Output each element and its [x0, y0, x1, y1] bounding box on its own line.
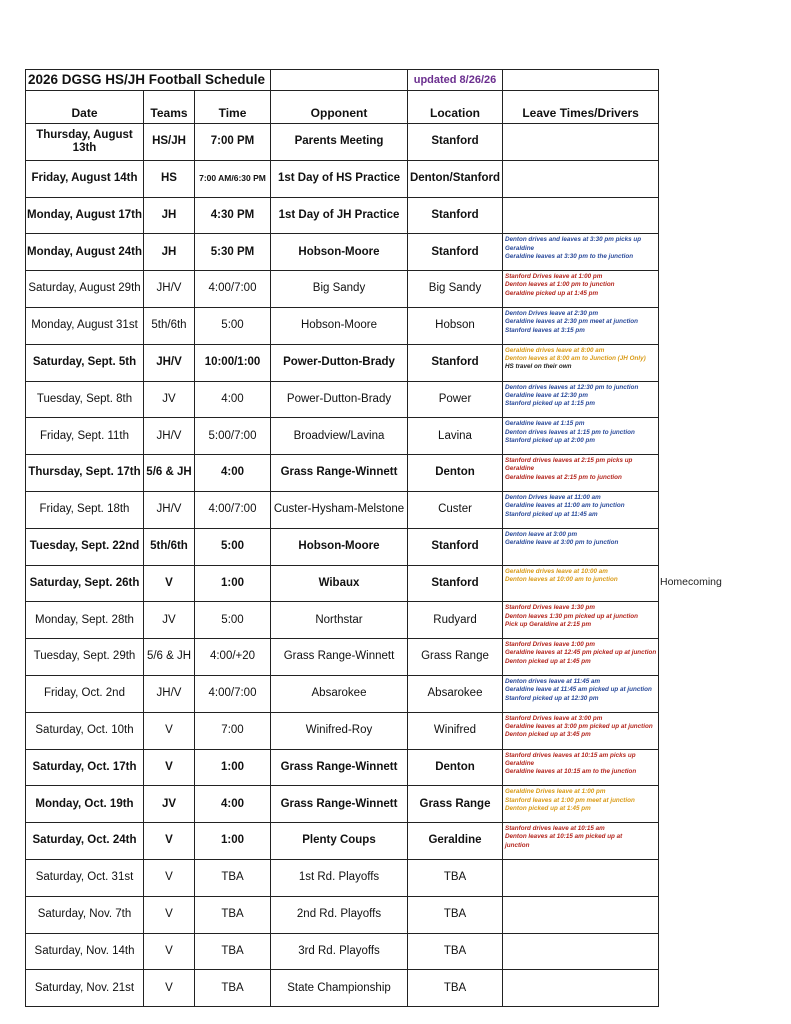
date-cell: Saturday, Nov. 7th	[26, 896, 144, 933]
date-cell: Thursday, Sept. 17th	[26, 455, 144, 492]
driver-note: Geraldine drives leave at 8:00 am	[505, 346, 605, 354]
date-cell: Friday, Sept. 11th	[26, 418, 144, 455]
opponent-cell: Grass Range-Winnett	[271, 639, 408, 676]
leave-times-cell	[503, 749, 659, 786]
time-cell: 4:00/7:00	[195, 675, 271, 712]
homecoming-label: Homecoming	[660, 576, 722, 589]
date-cell: Saturday, Sept. 5th	[26, 344, 144, 381]
time-cell: 1:00	[195, 823, 271, 860]
date-cell: Thursday, August 13th	[26, 124, 144, 161]
header-leave-times: Leave Times/Drivers	[503, 91, 659, 124]
location-cell: Grass Range	[408, 786, 503, 823]
date-cell: Monday, August 31st	[26, 307, 144, 344]
time-cell: 4:00	[195, 381, 271, 418]
opponent-cell: Winifred-Roy	[271, 712, 408, 749]
teams-cell: V	[144, 565, 195, 602]
title-row	[26, 70, 659, 91]
time-cell: 7:00	[195, 712, 271, 749]
leave-times-cell	[503, 675, 659, 712]
schedule-row	[26, 197, 659, 234]
schedule-row	[26, 381, 659, 418]
teams-cell: V	[144, 933, 195, 970]
driver-note: Denton drives leaves at 1:15 pm to junction	[505, 428, 635, 436]
date-cell: Monday, August 24th	[26, 234, 144, 271]
driver-note: Geraldine leaves at 12:45 pm picked up at junction	[505, 649, 657, 657]
driver-note: Geraldine leaves at 3:00 pm picked up at junction	[505, 723, 653, 731]
leave-times-cell	[503, 602, 659, 639]
location-cell: Stanford	[408, 124, 503, 161]
schedule-row	[26, 639, 659, 676]
date-cell: Saturday, Oct. 24th	[26, 823, 144, 860]
driver-note: Denton drives and leaves at 3:30 pm picks up	[505, 236, 642, 244]
teams-cell: JH	[144, 197, 195, 234]
leave-times-cell	[503, 896, 659, 933]
location-cell: TBA	[408, 896, 503, 933]
date-cell: Saturday, Oct. 17th	[26, 749, 144, 786]
location-cell: Lavina	[408, 418, 503, 455]
driver-note: Stanford drives leaves at 2:15 pm picks up	[505, 457, 633, 465]
leave-times-cell	[503, 160, 659, 197]
date-cell: Saturday, August 29th	[26, 271, 144, 308]
driver-note: Geraldine leaves at 3:30 pm to the junction	[505, 252, 634, 260]
location-cell: Winifred	[408, 712, 503, 749]
opponent-cell: Hobson-Moore	[271, 307, 408, 344]
leave-times-cell	[503, 528, 659, 565]
location-cell: Absarokee	[408, 675, 503, 712]
driver-note: Denton leave at 3:00 pm	[505, 530, 578, 538]
driver-note: Geraldine leaves at 2:30 pm meet at junction	[505, 318, 638, 326]
time-cell: 5:00	[195, 307, 271, 344]
date-cell: Saturday, Oct. 31st	[26, 859, 144, 896]
schedule-row	[26, 749, 659, 786]
title-spacer	[271, 70, 408, 91]
header-time: Time	[195, 91, 271, 124]
schedule-row	[26, 528, 659, 565]
location-cell: Power	[408, 381, 503, 418]
leave-times-cell	[503, 970, 659, 1007]
driver-note: Geraldine	[505, 244, 535, 252]
leave-times-cell	[503, 786, 659, 823]
schedule-row	[26, 896, 659, 933]
header-date: Date	[26, 91, 144, 124]
driver-note: Stanford leaves at 1:00 pm meet at junction	[505, 796, 635, 804]
date-cell: Monday, Sept. 28th	[26, 602, 144, 639]
driver-note: Stanford leaves at 3:15 pm	[505, 326, 585, 334]
opponent-cell: Broadview/Lavina	[271, 418, 408, 455]
driver-note: Stanford drives leave at 10:15 am	[505, 825, 605, 833]
schedule-row	[26, 455, 659, 492]
schedule-row	[26, 675, 659, 712]
teams-cell: JH/V	[144, 344, 195, 381]
schedule-row	[26, 344, 659, 381]
driver-note: Stanford Drives leave at 1:00 pm	[505, 273, 603, 281]
date-cell: Friday, Sept. 18th	[26, 491, 144, 528]
driver-note: Denton drives leave at 11:45 am	[505, 677, 601, 685]
location-cell: Denton	[408, 455, 503, 492]
opponent-cell: 1st Rd. Playoffs	[271, 859, 408, 896]
driver-note: Geraldine picked up at 1:45 pm	[505, 289, 599, 297]
date-cell: Saturday, Sept. 26th	[26, 565, 144, 602]
header-row	[26, 91, 659, 124]
schedule-row	[26, 160, 659, 197]
driver-note: Denton picked up at 3:45 pm	[505, 731, 591, 739]
opponent-cell: Hobson-Moore	[271, 528, 408, 565]
driver-note: Stanford Drives leave 1:30 pm	[505, 604, 595, 612]
leave-times-cell	[503, 271, 659, 308]
date-cell: Saturday, Nov. 14th	[26, 933, 144, 970]
leave-times-cell	[503, 712, 659, 749]
leave-times-cell	[503, 381, 659, 418]
driver-note: Stanford Drives leave 1:00 pm	[505, 641, 595, 649]
opponent-cell: Custer-Hysham-Melstone	[271, 491, 408, 528]
driver-note: Geraldine leave at 11:45 am picked up at junction	[505, 686, 652, 694]
opponent-cell: Power-Dutton-Brady	[271, 381, 408, 418]
schedule-row	[26, 271, 659, 308]
leave-times-cell	[503, 565, 659, 602]
time-cell: 4:00	[195, 786, 271, 823]
updated-date: updated 8/26/26	[408, 70, 503, 91]
opponent-cell: Grass Range-Winnett	[271, 749, 408, 786]
driver-note: Denton leaves at 1:00 pm to junction	[505, 281, 615, 289]
time-cell: 4:00/7:00	[195, 491, 271, 528]
opponent-cell: Absarokee	[271, 675, 408, 712]
header-opponent: Opponent	[271, 91, 408, 124]
time-cell: TBA	[195, 896, 271, 933]
teams-cell: JH/V	[144, 418, 195, 455]
schedule-title: 2026 DGSG HS/JH Football Schedule	[26, 70, 271, 91]
driver-note: Geraldine leaves at 10:15 am to the junction	[505, 768, 637, 776]
schedule-row	[26, 565, 659, 602]
driver-note: Denton Drives leave at 11:00 am	[505, 493, 601, 501]
date-cell: Friday, Oct. 2nd	[26, 675, 144, 712]
driver-note: Stanford picked up at 1:15 pm	[505, 400, 595, 408]
location-cell: Geraldine	[408, 823, 503, 860]
location-cell: Stanford	[408, 234, 503, 271]
teams-cell: JH/V	[144, 491, 195, 528]
schedule-row	[26, 823, 659, 860]
location-cell: Stanford	[408, 528, 503, 565]
location-cell: Custer	[408, 491, 503, 528]
schedule-table	[25, 69, 659, 1007]
teams-cell: JV	[144, 381, 195, 418]
time-cell: 1:00	[195, 749, 271, 786]
leave-times-cell	[503, 307, 659, 344]
date-cell: Saturday, Oct. 10th	[26, 712, 144, 749]
schedule-row	[26, 418, 659, 455]
location-cell: Denton	[408, 749, 503, 786]
teams-cell: V	[144, 712, 195, 749]
leave-times-cell	[503, 455, 659, 492]
opponent-cell: Power-Dutton-Brady	[271, 344, 408, 381]
location-cell: Big Sandy	[408, 271, 503, 308]
schedule-row	[26, 602, 659, 639]
date-cell: Tuesday, Sept. 29th	[26, 639, 144, 676]
leave-times-cell	[503, 418, 659, 455]
opponent-cell: State Championship	[271, 970, 408, 1007]
opponent-cell: Grass Range-Winnett	[271, 455, 408, 492]
leave-times-cell	[503, 859, 659, 896]
teams-cell: HS/JH	[144, 124, 195, 161]
driver-note: junction	[505, 841, 530, 849]
location-cell: Hobson	[408, 307, 503, 344]
driver-note: Pick up Geraldine at 2:15 pm	[505, 620, 592, 628]
schedule-row	[26, 307, 659, 344]
teams-cell: 5th/6th	[144, 528, 195, 565]
opponent-cell: 3rd Rd. Playoffs	[271, 933, 408, 970]
leave-times-cell	[503, 124, 659, 161]
driver-note: Denton Drives leave at 2:30 pm	[505, 309, 599, 317]
opponent-cell: Parents Meeting	[271, 124, 408, 161]
driver-note: Geraldine leave at 1:15 pm	[505, 420, 585, 428]
driver-note: Denton leaves 1:30 pm picked up at junction	[505, 612, 638, 620]
schedule-row	[26, 933, 659, 970]
teams-cell: JH/V	[144, 271, 195, 308]
schedule-row	[26, 786, 659, 823]
opponent-cell: 1st Day of HS Practice	[271, 160, 408, 197]
teams-cell: V	[144, 859, 195, 896]
date-cell: Tuesday, Sept. 8th	[26, 381, 144, 418]
driver-note: Stanford picked up at 11:45 am	[505, 510, 598, 518]
driver-note: Denton leaves at 10:00 am to junction	[505, 575, 618, 583]
opponent-cell: Hobson-Moore	[271, 234, 408, 271]
driver-note: HS travel on their own	[505, 363, 572, 371]
time-cell: 10:00/1:00	[195, 344, 271, 381]
teams-cell: JV	[144, 786, 195, 823]
location-cell: Stanford	[408, 344, 503, 381]
location-cell: Stanford	[408, 565, 503, 602]
teams-cell: V	[144, 896, 195, 933]
teams-cell: HS	[144, 160, 195, 197]
time-cell: 4:00/7:00	[195, 271, 271, 308]
teams-cell: JH/V	[144, 675, 195, 712]
opponent-cell: 2nd Rd. Playoffs	[271, 896, 408, 933]
date-cell: Tuesday, Sept. 22nd	[26, 528, 144, 565]
leave-times-cell	[503, 234, 659, 271]
date-cell: Monday, Oct. 19th	[26, 786, 144, 823]
teams-cell: 5/6 & JH	[144, 639, 195, 676]
header-teams: Teams	[144, 91, 195, 124]
leave-times-cell	[503, 933, 659, 970]
teams-cell: 5/6 & JH	[144, 455, 195, 492]
leave-times-cell	[503, 491, 659, 528]
driver-note: Denton leaves at 8:00 am to Junction (JH Only)	[505, 355, 646, 363]
schedule-row	[26, 491, 659, 528]
time-cell: 5:00	[195, 528, 271, 565]
opponent-cell: Wibaux	[271, 565, 408, 602]
time-cell: 5:00/7:00	[195, 418, 271, 455]
date-cell: Friday, August 14th	[26, 160, 144, 197]
title-spacer-2	[503, 70, 659, 91]
location-cell: TBA	[408, 970, 503, 1007]
location-cell: Stanford	[408, 197, 503, 234]
driver-note: Denton picked up at 1:45 pm	[505, 804, 591, 812]
opponent-cell: 1st Day of JH Practice	[271, 197, 408, 234]
time-cell: 5:00	[195, 602, 271, 639]
driver-note: Geraldine drives leave at 10:00 am	[505, 567, 608, 575]
teams-cell: 5th/6th	[144, 307, 195, 344]
driver-note: Denton leaves at 10:15 am picked up at	[505, 833, 623, 841]
leave-times-cell	[503, 823, 659, 860]
schedule-row	[26, 124, 659, 161]
opponent-cell: Grass Range-Winnett	[271, 786, 408, 823]
driver-note: Denton picked up at 1:45 pm	[505, 657, 591, 665]
leave-times-cell	[503, 344, 659, 381]
leave-times-cell	[503, 197, 659, 234]
teams-cell: JV	[144, 602, 195, 639]
time-cell: 4:00/+20	[195, 639, 271, 676]
date-cell: Monday, August 17th	[26, 197, 144, 234]
time-cell: 4:00	[195, 455, 271, 492]
header-location: Location	[408, 91, 503, 124]
driver-note: Geraldine Drives leave at 1:00 pm	[505, 788, 606, 796]
schedule-row	[26, 234, 659, 271]
teams-cell: JH	[144, 234, 195, 271]
teams-cell: V	[144, 970, 195, 1007]
opponent-cell: Plenty Coups	[271, 823, 408, 860]
driver-note: Denton drives leaves at 12:30 pm to junction	[505, 383, 639, 391]
date-cell: Saturday, Nov. 21st	[26, 970, 144, 1007]
location-cell: Grass Range	[408, 639, 503, 676]
driver-note: Geraldine leaves at 11:00 am to junction	[505, 502, 625, 510]
driver-note: Geraldine	[505, 465, 535, 473]
teams-cell: V	[144, 823, 195, 860]
time-cell: 1:00	[195, 565, 271, 602]
time-cell: 4:30 PM	[195, 197, 271, 234]
schedule-row	[26, 859, 659, 896]
driver-note: Stanford picked up at 12:30 pm	[505, 694, 599, 702]
teams-cell: V	[144, 749, 195, 786]
leave-times-cell	[503, 639, 659, 676]
schedule-row	[26, 970, 659, 1007]
time-cell: 7:00 AM/6:30 PM	[195, 160, 271, 197]
driver-note: Stanford drives leaves at 10:15 am picks up	[505, 751, 636, 759]
driver-note: Geraldine	[505, 759, 535, 767]
location-cell: Rudyard	[408, 602, 503, 639]
time-cell: TBA	[195, 859, 271, 896]
time-cell: 5:30 PM	[195, 234, 271, 271]
opponent-cell: Northstar	[271, 602, 408, 639]
time-cell: TBA	[195, 933, 271, 970]
schedule-row	[26, 712, 659, 749]
location-cell: Denton/Stanford	[408, 160, 503, 197]
driver-note: Geraldine leave at 3:00 pm to junction	[505, 539, 619, 547]
opponent-cell: Big Sandy	[271, 271, 408, 308]
driver-note: Geraldine leave at 12:30 pm	[505, 391, 588, 399]
time-cell: TBA	[195, 970, 271, 1007]
driver-note: Stanford picked up at 2:00 pm	[505, 436, 595, 444]
location-cell: TBA	[408, 933, 503, 970]
time-cell: 7:00 PM	[195, 124, 271, 161]
driver-note: Stanford Drives leave at 3:00 pm	[505, 714, 603, 722]
location-cell: TBA	[408, 859, 503, 896]
driver-note: Geraldine leaves at 2:15 pm to junction	[505, 473, 622, 481]
